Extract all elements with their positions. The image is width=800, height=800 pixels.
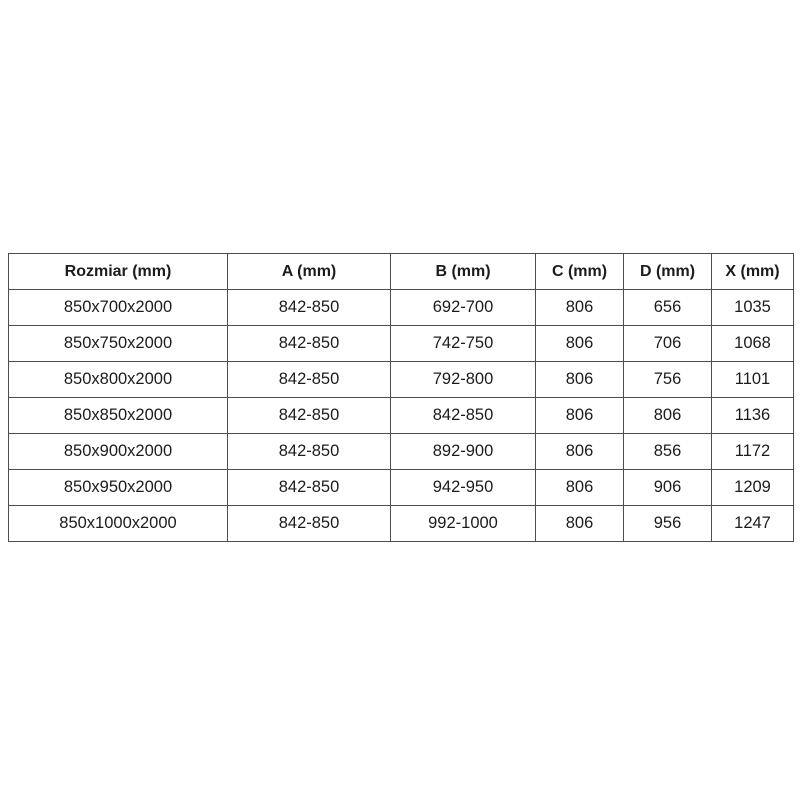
table-row <box>9 506 794 542</box>
table-row <box>9 362 794 398</box>
column-header-b: B (mm) <box>391 254 536 290</box>
cell-b: 942-950 <box>391 470 536 506</box>
cell-d: 856 <box>624 434 712 470</box>
cell-a: 842-850 <box>228 290 391 326</box>
cell-d: 706 <box>624 326 712 362</box>
cell-a: 842-850 <box>228 326 391 362</box>
table-row <box>9 434 794 470</box>
cell-b: 892-900 <box>391 434 536 470</box>
cell-a: 842-850 <box>228 434 391 470</box>
cell-b: 792-800 <box>391 362 536 398</box>
cell-d: 806 <box>624 398 712 434</box>
cell-x: 1035 <box>712 290 794 326</box>
cell-c: 806 <box>536 434 624 470</box>
cell-rozmiar: 850x700x2000 <box>9 290 228 326</box>
cell-c: 806 <box>536 326 624 362</box>
cell-d: 756 <box>624 362 712 398</box>
cell-a: 842-850 <box>228 398 391 434</box>
cell-d: 956 <box>624 506 712 542</box>
cell-x: 1136 <box>712 398 794 434</box>
cell-c: 806 <box>536 398 624 434</box>
cell-x: 1247 <box>712 506 794 542</box>
table-row <box>9 398 794 434</box>
table-row <box>9 470 794 506</box>
cell-rozmiar: 850x850x2000 <box>9 398 228 434</box>
cell-rozmiar: 850x800x2000 <box>9 362 228 398</box>
cell-c: 806 <box>536 362 624 398</box>
cell-rozmiar: 850x1000x2000 <box>9 506 228 542</box>
cell-c: 806 <box>536 506 624 542</box>
cell-d: 906 <box>624 470 712 506</box>
cell-d: 656 <box>624 290 712 326</box>
cell-rozmiar: 850x750x2000 <box>9 326 228 362</box>
cell-c: 806 <box>536 290 624 326</box>
column-header-c: C (mm) <box>536 254 624 290</box>
column-header-x: X (mm) <box>712 254 794 290</box>
column-header-a: A (mm) <box>228 254 391 290</box>
column-header-rozmiar: Rozmiar (mm) <box>9 254 228 290</box>
cell-b: 992-1000 <box>391 506 536 542</box>
cell-b: 842-850 <box>391 398 536 434</box>
cell-a: 842-850 <box>228 362 391 398</box>
cell-a: 842-850 <box>228 506 391 542</box>
table-row <box>9 290 794 326</box>
cell-x: 1068 <box>712 326 794 362</box>
table-header-row <box>9 254 794 290</box>
cell-x: 1172 <box>712 434 794 470</box>
cell-x: 1101 <box>712 362 794 398</box>
cell-b: 742-750 <box>391 326 536 362</box>
cell-rozmiar: 850x950x2000 <box>9 470 228 506</box>
column-header-d: D (mm) <box>624 254 712 290</box>
cell-x: 1209 <box>712 470 794 506</box>
cell-b: 692-700 <box>391 290 536 326</box>
dimensions-table <box>8 253 794 542</box>
cell-a: 842-850 <box>228 470 391 506</box>
cell-c: 806 <box>536 470 624 506</box>
table-row <box>9 326 794 362</box>
cell-rozmiar: 850x900x2000 <box>9 434 228 470</box>
